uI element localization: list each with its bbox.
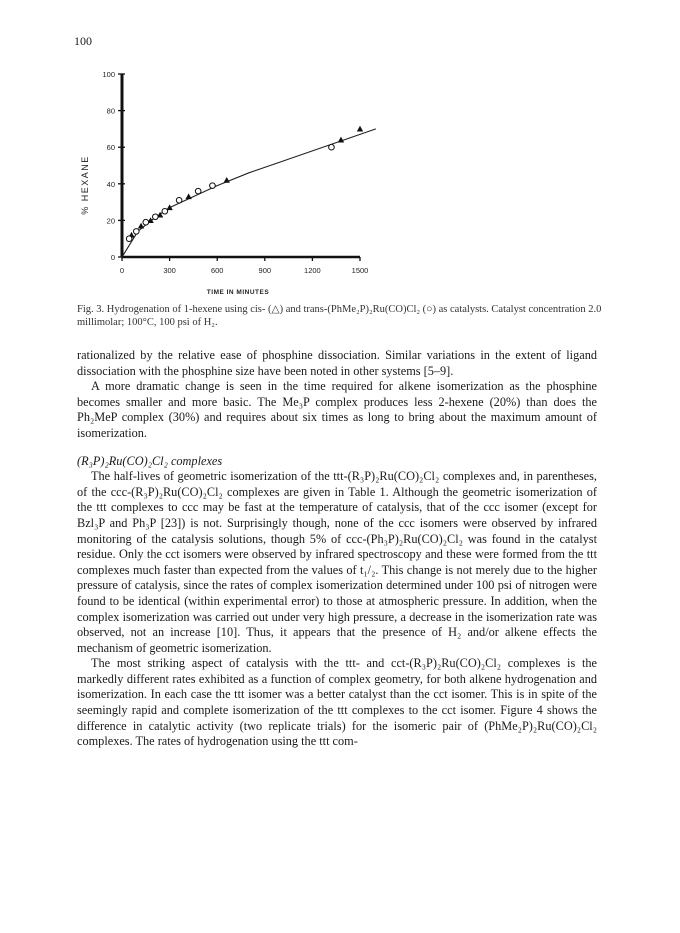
fit-curve-line xyxy=(122,129,376,257)
triangle-point xyxy=(224,177,230,183)
circle-point xyxy=(126,236,132,242)
y-tick-label: 60 xyxy=(106,143,115,153)
y-tick-label: 40 xyxy=(106,179,115,189)
triangle-point xyxy=(338,137,344,143)
chart-axes xyxy=(122,74,360,257)
paragraph: The most striking aspect of catalysis with the ttt- and cct-(R₃P)₂Ru(CO)₂Cl₂ complexes is the markedly different rates exhibited as a function of complex geometry, for both alkene hydrogenation and isomerization. In each case the ttt isomer was a better catalyst than the cct isomer. This is in spite of the seemingly rapid and complete isomerization of the ttt complexes to the cct isomer. Figure 4 shows the difference in catalytic activity (two replicate trials) for the isomeric pair of (PhMe₂P)₂Ru(CO)₂Cl₂ complexes. The rates of hydrogenation using the ttt com- xyxy=(77,656,597,749)
circle-point xyxy=(210,183,216,189)
section-heading: (R₃P)₂Ru(CO)₂Cl₂ complexes xyxy=(77,453,223,468)
circle-point xyxy=(176,197,182,203)
circle-point xyxy=(153,214,159,220)
y-tick-label: 80 xyxy=(106,106,115,116)
chart-ticks xyxy=(102,70,368,275)
triangle-point xyxy=(185,193,191,199)
page-number: 100 xyxy=(74,34,92,48)
x-tick-label: 1500 xyxy=(351,266,369,275)
figure-caption: Fig. 3. Hydrogenation of 1-hexene using cis- (△) and trans-(PhMe₂P)₂Ru(CO)Cl₂ (○) as catalysts. Catalyst concentration 2.0 millimolar; 100°C, 100 psi of H₂. xyxy=(77,304,602,328)
circle-point xyxy=(329,144,335,150)
y-axis-label: % HEXANE xyxy=(80,155,90,215)
body-text xyxy=(77,348,597,750)
x-tick-label: 600 xyxy=(210,266,224,275)
paragraph: rationalized by the relative ease of phosphine dissociation. Similar variations in the extent of ligand dissociation with the phosphine size have been noted in other systems [5–9]. xyxy=(77,348,597,378)
circle-point xyxy=(195,188,201,194)
x-tick-label: 1200 xyxy=(304,266,321,275)
chart-marks xyxy=(126,126,363,242)
y-tick-label: 20 xyxy=(106,216,115,226)
circle-point xyxy=(143,219,149,225)
paragraph: A more dramatic change is seen in the time required for alkene isomerization as the phosphine becomes smaller and more basic. The Me₃P complex produces less 2-hexene (20%) than does the Ph₂MeP complex (30%) and requires about six times as long to bring about the maximum amount of isomerization. xyxy=(77,379,597,440)
x-axis-label: TIME IN MINUTES xyxy=(206,289,270,296)
circle-point xyxy=(133,229,139,235)
x-tick-label: 0 xyxy=(119,266,125,275)
x-tick-label: 300 xyxy=(163,266,176,275)
triangle-point xyxy=(357,126,363,132)
y-tick-label: 100 xyxy=(102,70,115,79)
circle-point xyxy=(162,208,168,214)
paragraph: The half-lives of geometric isomerization of the ttt-(R₃P)₂Ru(CO)₂Cl₂ complexes and, in parentheses, of the ccc-(R₃P)₂Ru(CO)₂Cl₂ complexes are given in Table 1. Although the geometric isomerization of the ttt complexes to ccc may be fast at the temperature of catalysis, that of the ccc isomer (except for Bzl₃P and Ph₃P [23]) is not. Surprisingly though, none of the ccc isomers were observed by infrared monitoring of the catalysis solutions, though 5% of ccc-(Ph₃P)₂Ru(CO)₂Cl₂ was found in the catalyst residue. Only the cct isomers were observed by infrared spectroscopy and these were formed from the ttt complexes much faster than expected from the values of t₁/₂. This change is not merely due to the higher pressure of catalysis, since the rates of complex isomerization determined under 100 psi of nitrogen were found to be identical (within experimental error) to those at atmospheric pressure. In addition, when the complex isomerization was carried out under very high pressure, a decrease in the isomerization rate was observed, not an increase [10]. Thus, it appears that the presence of H₂ and/or alkene effects the mechanism of geometric isomerization. xyxy=(77,469,597,655)
y-tick-label: 0 xyxy=(110,253,115,262)
x-tick-label: 900 xyxy=(258,266,272,275)
chart-fit-curve xyxy=(122,129,376,257)
hydrogenation-chart xyxy=(0,0,680,300)
